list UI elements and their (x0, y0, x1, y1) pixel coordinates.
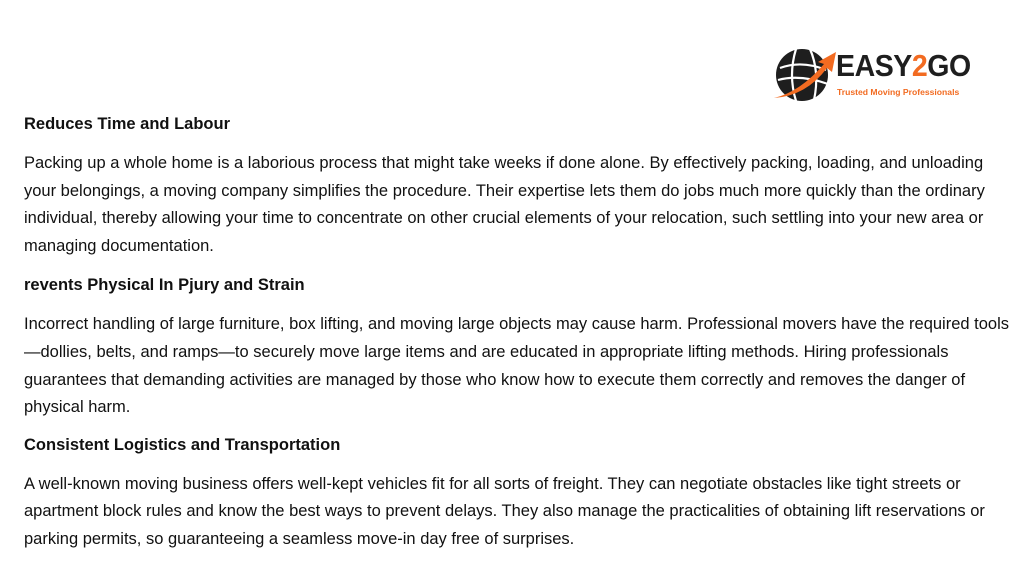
section-paragraph: Packing up a whole home is a laborious process that might take weeks if done alone. By effectively packing, loading, and unloading your belongings, a moving company simplifies the procedure. Their expertise lets them do jobs much more quickly than the ordinary individual, thereby allowing your time to concentrate on other crucial elements of your relocation, such settling into your new area or managing documentation. (24, 154, 985, 255)
section-paragraph: A well-known moving business offers well-kept vehicles fit for all sorts of freight. They can negotiate obstacles like tight streets or apartment block rules and know the best ways to prevent delays. They also manage the practicalities of obtaining lift reservations or parking permits, so guaranteeing a seamless move-in day free of surprises. (24, 474, 985, 548)
company-logo (770, 42, 982, 110)
section-heading: Reduces Time and Labour (24, 115, 230, 133)
globe-arrow-icon (770, 42, 840, 108)
section-heading: Consistent Logistics and Transportation (24, 435, 341, 454)
section-paragraph: Incorrect handling of large furniture, box lifting, and moving large objects may cause harm. Professional movers have the required tools—dollies, belts, and ramps—to securely move large items and are educated in appropriate lifting methods. Hiring professionals guarantees that demanding activities are managed by those who know how to execute them correctly and removes the danger of physical harm. (24, 315, 1010, 417)
section-heading: revents Physical In Pjury and Strain (24, 276, 305, 295)
logo-wordmark: EASY2GO (836, 48, 971, 83)
article-body (24, 112, 1009, 554)
logo-tagline: Trusted Moving Professionals (837, 87, 960, 97)
